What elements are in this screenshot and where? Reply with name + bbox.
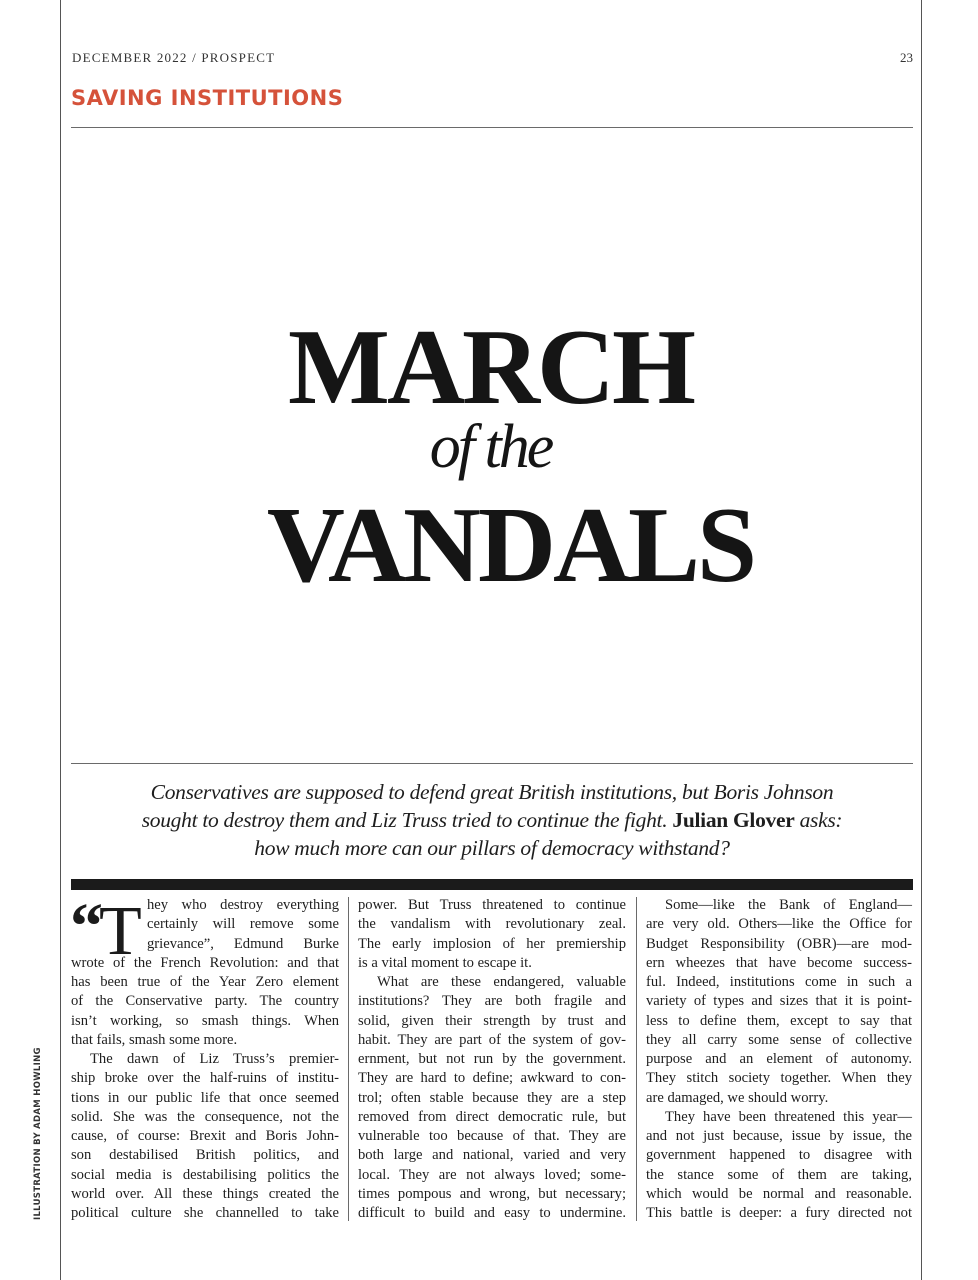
text-line: world over. All these things created the — [71, 1185, 339, 1202]
text-line: trol; often stable because they are a step — [358, 1089, 626, 1106]
text-line: cause, of course: Brexit and Boris John- — [71, 1128, 339, 1144]
text-line: less to define them, except to say that — [646, 1012, 912, 1029]
text-line: solid, given their strength by trust and — [358, 1012, 626, 1029]
issue-meta: DECEMBER 2022 / PROSPECT — [72, 50, 276, 65]
drop-cap-letter: T — [99, 893, 140, 970]
headline-of-the: of the — [429, 413, 552, 481]
text-line: ernment, but not run by the government. — [358, 1051, 626, 1067]
body-top-rule — [71, 879, 913, 890]
column-rule — [636, 897, 637, 1221]
standfirst-rule — [71, 763, 913, 764]
text-line: the vandalism with revolutionary zeal. — [358, 916, 626, 933]
text-line: They are hard to define; awkward to con- — [358, 1070, 626, 1087]
text-line: wrote of the French Revolution: and that — [71, 954, 339, 971]
text-line: both large and national, varied and very — [358, 1147, 626, 1164]
text-line: that fails, smash some more. — [71, 1031, 238, 1048]
text-line: institutions? They are both fragile and — [358, 993, 626, 1010]
text-line: social media is destabilising politics the — [71, 1166, 339, 1183]
text-line: Some—like the Bank of England— — [665, 897, 912, 913]
text-line: local. They are not always loved; some- — [358, 1166, 626, 1183]
text-line: of the Conservative party. The country — [71, 993, 339, 1010]
header-rule — [71, 127, 913, 128]
text-line: Budget Responsibility (OBR)—are mod- — [646, 935, 912, 952]
standfirst-line-3: how much more can our pillars of democracy withstand? — [254, 836, 730, 860]
headline-vandals: VANDALS — [266, 486, 755, 605]
text-line: variety of types and sizes that it is point- — [646, 993, 912, 1010]
folio — [72, 50, 913, 66]
text-line: isn’t working, so smash things. When — [71, 1012, 339, 1029]
text-line: which would be normal and reasonable. — [646, 1185, 912, 1202]
text-line: hey who destroy everything — [147, 897, 339, 913]
text-line: government happened to disagree with — [646, 1147, 912, 1164]
text-line: This battle is deeper: a fury directed not — [646, 1205, 912, 1221]
standfirst — [100, 778, 884, 862]
article-column-3 — [646, 896, 912, 1223]
text-line: vulnerable too because of that. They are — [358, 1128, 626, 1144]
text-line: times pompous and wrong, but necessary; — [358, 1185, 626, 1202]
standfirst-line-1: Conservatives are supposed to defend great British institutions, but Boris Johnson — [150, 780, 834, 804]
text-line: power. But Truss threatened to continue — [358, 897, 626, 913]
text-line: removed from direct democratic rule, but — [358, 1108, 626, 1125]
text-line: are damaged, we should worry. — [646, 1089, 829, 1106]
text-line: What are these endangered, valuable — [377, 974, 626, 990]
section-label: SAVING INSTITUTIONS — [71, 86, 344, 110]
text-line: tions in our public life that once seemed — [71, 1089, 339, 1106]
text-line: The early implosion of her premiership — [358, 935, 626, 952]
text-line: son destabilised British politics, and — [71, 1147, 339, 1164]
text-line: purpose and an element of autonomy. — [646, 1051, 912, 1067]
text-line: political culture she channelled to take — [71, 1205, 339, 1221]
page-left-border — [60, 0, 61, 1280]
illustration-credit: ILLUSTRATION BY ADAM HOWLING — [33, 1047, 43, 1220]
text-line: ful. Indeed, institutions come in such a — [646, 974, 912, 990]
article-column-1 — [71, 896, 339, 1223]
text-line: the stance some of them are taking, — [646, 1166, 912, 1183]
text-line: The dawn of Liz Truss’s premier- — [90, 1051, 339, 1067]
standfirst-line-2a: sought to destroy them and Liz Truss tried to continue the fight. — [141, 808, 668, 832]
standfirst-line-2 — [100, 806, 884, 834]
headline-march: MARCH — [288, 308, 693, 427]
text-line: and not just because, issue by issue, the — [646, 1128, 912, 1144]
page-right-border — [921, 0, 922, 1280]
page-number: 23 — [900, 50, 913, 65]
text-line: They stitch society together. When they — [646, 1070, 912, 1087]
standfirst-line-2b: asks: — [799, 808, 843, 832]
text-line: ern wheezes that have become success- — [646, 954, 912, 971]
text-line: They have been threatened this year— — [665, 1108, 912, 1125]
text-line: certainly will remove some — [147, 916, 339, 933]
column-rule — [348, 897, 349, 1221]
article-column-2 — [358, 896, 626, 1223]
text-line: has been true of the Year Zero element — [71, 974, 339, 990]
text-line: ship broke over the half-ruins of institu- — [71, 1070, 339, 1087]
text-line: solid. She was the consequence, not the — [71, 1108, 339, 1125]
text-line: is a vital moment to escape it. — [358, 954, 532, 971]
text-line: are very old. Others—like the Office for — [646, 916, 912, 933]
text-line: grievance”, Edmund Burke — [147, 935, 339, 952]
author-name: Julian Glover — [672, 808, 795, 832]
text-line: difficult to build and easy to undermine. — [358, 1205, 626, 1221]
text-line: they all carry some sense of collective — [646, 1031, 912, 1048]
drop-cap-quote: “ — [70, 890, 101, 963]
text-line: habit. They are part of the system of gov- — [358, 1031, 626, 1048]
